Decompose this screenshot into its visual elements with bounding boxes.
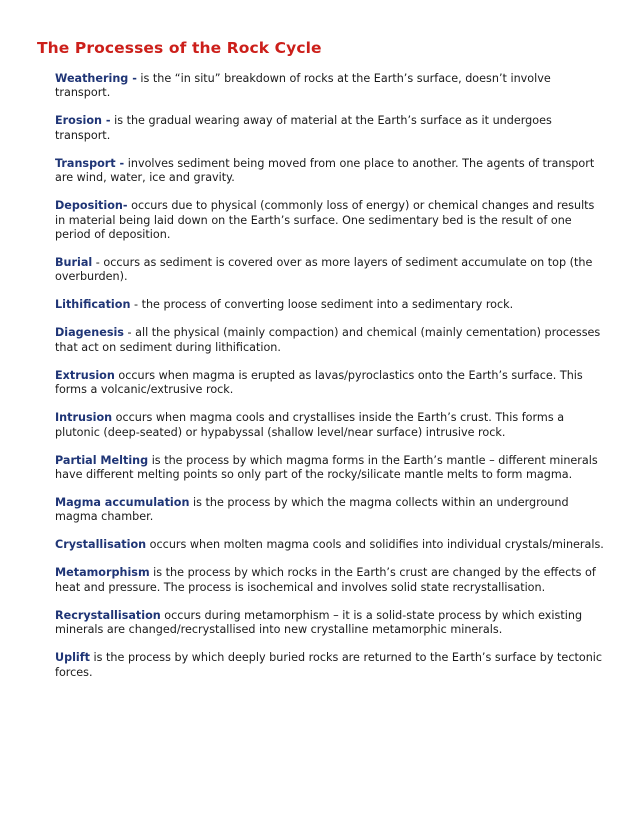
definition-term: Extrusion (55, 368, 115, 382)
definition-item (55, 651, 608, 680)
definition-term: Diagenesis (55, 326, 124, 340)
definition-text: - the process of converting loose sediment into a sedimentary rock. (130, 298, 514, 312)
definition-text: occurs due to physical (commonly loss of energy) or chemical changes and results in material being laid down on the Earth’s surface. One sedimentary bed is the result of one period of deposition. (55, 199, 595, 242)
definition-term: Recrystallisation (55, 608, 161, 622)
definition-term: Partial Melting (55, 453, 149, 467)
definition-item (55, 72, 608, 101)
definition-term: Erosion - (55, 114, 111, 128)
definition-term: Intrusion (55, 411, 113, 425)
definition-text: - occurs as sediment is covered over as more layers of sediment accumulate on top (the overburden). (55, 256, 593, 284)
definition-term: Burial (55, 256, 93, 270)
definition-text: is the process by which rocks in the Earth’s crust are changed by the effects of heat and pressure. The process is isochemical and involves solid state recrystallisation. (55, 566, 596, 594)
definition-item (55, 538, 608, 552)
definition-text: is the process by which deeply buried rocks are returned to the Earth’s surface by tectonic forces. (55, 651, 603, 679)
definition-item (55, 298, 608, 312)
definition-text: is the gradual wearing away of material at the Earth’s surface as it undergoes transport. (55, 114, 552, 142)
definition-text: occurs during metamorphism – it is a solid-state process by which existing minerals are changed/recrystallised into new crystalline metamorphic minerals. (55, 608, 583, 637)
definition-term: Crystallisation (55, 538, 147, 552)
definition-item (55, 411, 608, 440)
definition-term: Deposition- (55, 199, 128, 213)
definition-term: Transport - (55, 156, 125, 170)
definition-item (55, 256, 608, 285)
definition-item (55, 609, 608, 638)
definition-text: is the process by which the magma collects within an underground magma chamber. (55, 496, 569, 524)
definition-text: occurs when magma cools and crystallises inside the Earth’s crust. This forms a plutonic (deep-seated) or hypabyssal (shallow level/near surface) intrusive rock. (55, 411, 565, 439)
definition-term: Lithification (55, 298, 131, 312)
definition-item (55, 114, 608, 143)
definition-term: Uplift (55, 651, 90, 665)
definition-text: is the “in situ” breakdown of rocks at the Earth’s surface, doesn’t involve transport. (55, 72, 551, 100)
definition-text: occurs when molten magma cools and solidifies into individual crystals/minerals. (146, 538, 604, 552)
definition-term: Magma accumulation (55, 496, 190, 510)
definition-term: Weathering - (55, 72, 137, 85)
definition-item (55, 566, 608, 595)
definition-term: Metamorphism (55, 566, 150, 580)
definition-text: is the process by which magma forms in the Earth’s mantle – different minerals have different melting points so only part of the rocky/silicate mantle melts to form magma. (55, 453, 598, 482)
definition-item (55, 369, 608, 398)
definition-item (55, 496, 608, 525)
definition-list (37, 72, 608, 680)
definition-item (55, 454, 608, 483)
definition-text: occurs when magma is erupted as lavas/pyroclastics onto the Earth’s surface. This forms a volcanic/extrusive rock. (55, 368, 583, 397)
definition-item (55, 326, 608, 355)
definition-item (55, 199, 608, 242)
definition-item (55, 157, 608, 186)
definition-text: - all the physical (mainly compaction) and chemical (mainly cementation) processes that act on sediment during lithification. (55, 326, 601, 354)
page-title: The Processes of the Rock Cycle (37, 39, 322, 57)
definition-text: involves sediment being moved from one place to another. The agents of transport are wind, water, ice and gravity. (55, 156, 595, 185)
